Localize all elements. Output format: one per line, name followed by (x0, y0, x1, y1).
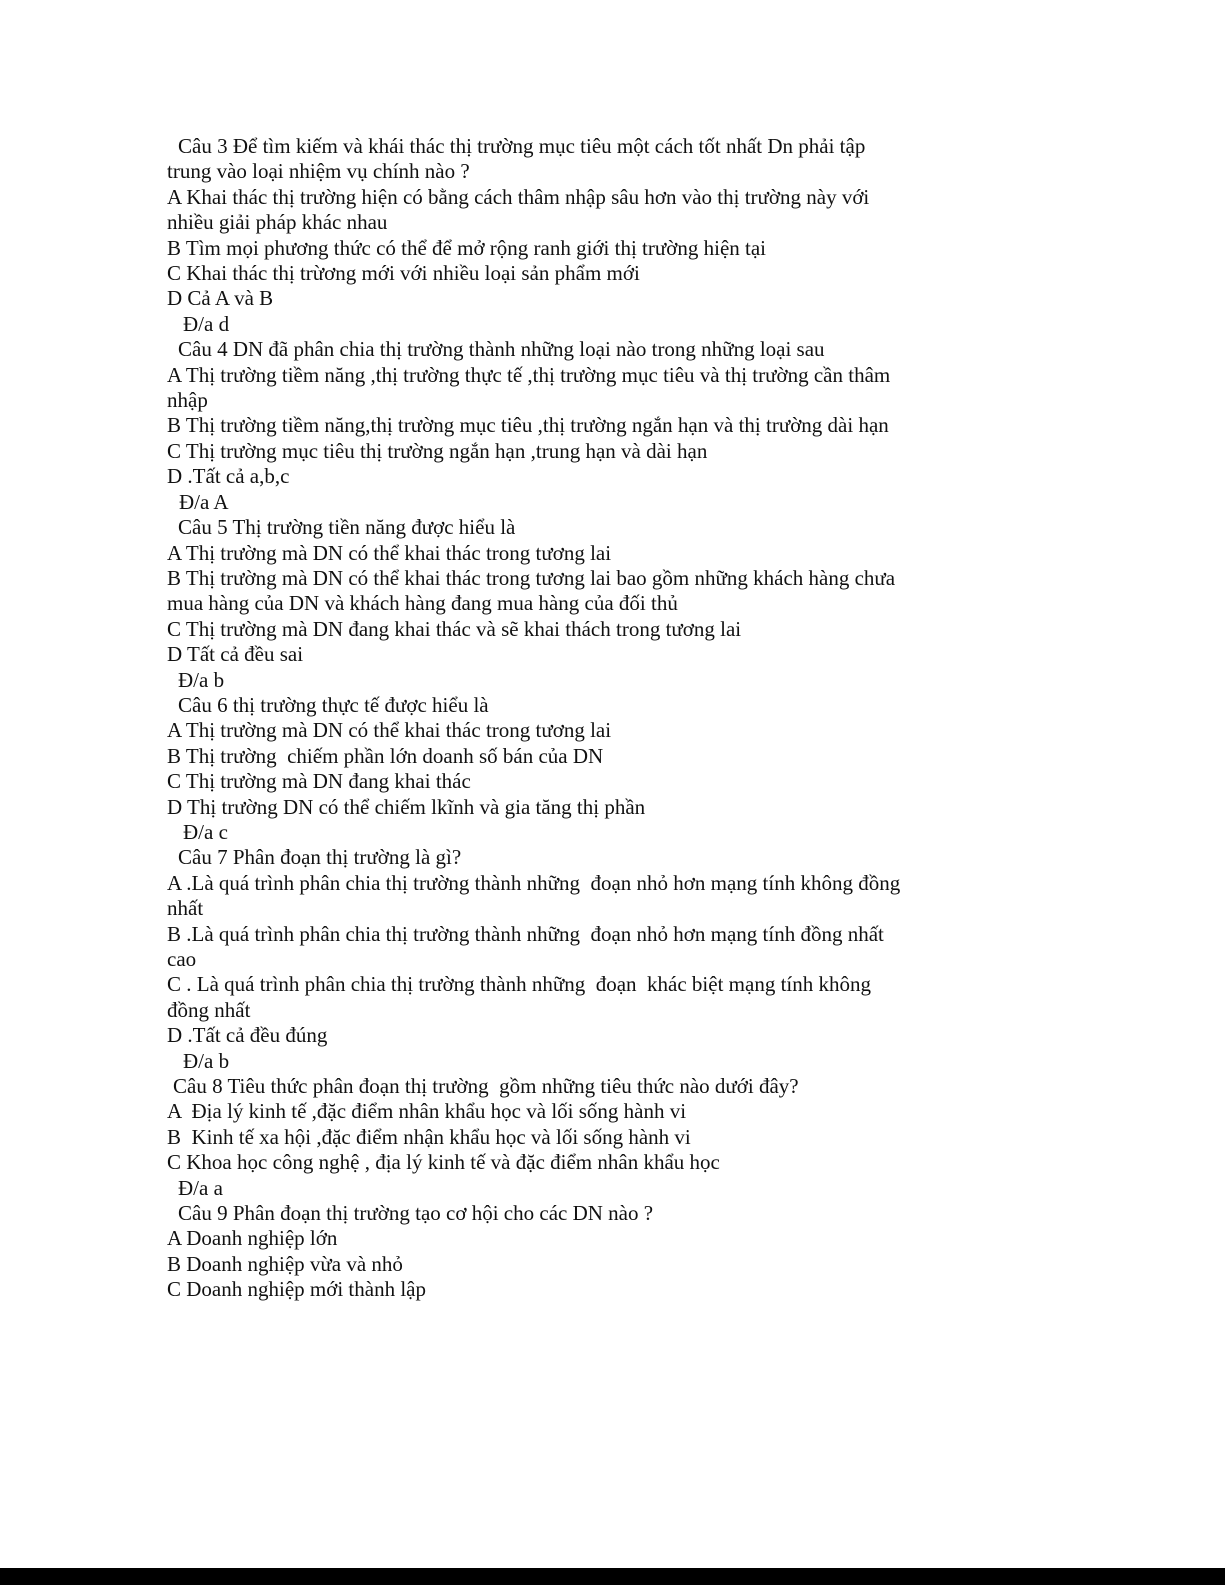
question-8-answer: Đ/a a (178, 1175, 223, 1200)
question-9-option-c: C Doanh nghiệp mới thành lập (167, 1277, 426, 1302)
question-7-option-c-cont: đồng nhất (167, 997, 251, 1022)
question-8-option-a: A Địa lý kinh tế ,đặc điểm nhân khẩu học và lối sống hành vi (167, 1099, 687, 1124)
question-8-option-c: C Khoa học công nghệ , địa lý kinh tế và đặc điểm nhân khẩu học (167, 1150, 720, 1175)
question-5-option-b: B Thị trường mà DN có thể khai thác trong tương lai bao gồm những khách hàng chưa (167, 565, 896, 590)
question-5-answer: Đ/a b (178, 667, 225, 692)
question-6-option-a: A Thị trường mà DN có thể khai thác trong tương lai (167, 718, 612, 743)
question-9-option-a: A Doanh nghiệp lớn (167, 1226, 338, 1251)
question-4-title: Câu 4 DN đã phân chia thị trường thành những loại nào trong những loại sau (178, 337, 825, 362)
question-9-title: Câu 9 Phân đoạn thị trường tạo cơ hội cho các DN nào ? (178, 1201, 654, 1226)
question-7-option-b-cont: cao (167, 947, 197, 971)
question-3-option-a-cont: nhiều giải pháp khác nhau (167, 210, 388, 235)
question-7-option-a-cont: nhất (167, 896, 204, 921)
question-7-option-d: D .Tất cả đều đúng (167, 1023, 328, 1048)
question-3-title: Câu 3 Để tìm kiếm và khái thác thị trường mục tiêu một cách tốt nhất Dn phải tập (178, 134, 866, 158)
question-4-option-c: C Thị trường mục tiêu thị trường ngắn hạn ,trung hạn và dài hạn (167, 438, 708, 463)
question-7-option-c: C . Là quá trình phân chia thị trường thành những đoạn khác biệt mạng tính không (167, 972, 871, 997)
question-8-title: Câu 8 Tiêu thức phân đoạn thị trường gồm những tiêu thức nào dưới đây? (173, 1074, 799, 1099)
question-3-option-a: A Khai thác thị trường hiện có bằng cách thâm nhập sâu hơn vào thị trường này với (167, 184, 870, 209)
question-3-option-c: C Khai thác thị trừơng mới với nhiều loại sản phẩm mới (167, 261, 640, 286)
question-7-answer: Đ/a b (183, 1048, 230, 1073)
question-3-title-cont: trung vào loại nhiệm vụ chính nào ? (167, 159, 470, 184)
question-5-option-c: C Thị trường mà DN đang khai thác và sẽ khai thách trong tương lai (167, 616, 742, 641)
question-4-option-a-cont: nhập (167, 388, 208, 413)
question-3-option-d: D Cả A và B (167, 286, 274, 311)
question-4-option-a: A Thị trường tiềm năng ,thị trường thực tế ,thị trường mục tiêu và thị trường cần thâm (167, 362, 891, 387)
question-3-option-b: B Tìm mọi phương thức có thể để mở rộng ranh giới thị trường hiện tại (167, 235, 767, 260)
question-6-answer: Đ/a c (183, 819, 228, 844)
question-4-option-b: B Thị trường tiềm năng,thị trường mục tiêu ,thị trường ngắn hạn và thị trường dài hạn (167, 413, 889, 438)
question-6-option-c: C Thị trường mà DN đang khai thác (167, 769, 471, 794)
question-8-option-b: B Kinh tế xa hội ,đặc điểm nhận khẩu học và lối sống hành vi (167, 1124, 691, 1149)
question-7-option-a: A .Là quá trình phân chia thị trường thành những đoạn nhỏ hơn mạng tính không đồng (167, 870, 901, 895)
question-6-option-d: D Thị trường DN có thể chiếm lkĩnh và gia tăng thị phần (167, 794, 646, 819)
question-4-answer: Đ/a A (179, 489, 229, 514)
question-9-option-b: B Doanh nghiệp vừa và nhỏ (167, 1251, 403, 1276)
page-bottom-border (0, 1568, 1225, 1585)
question-4-option-d: D .Tất cả a,b,c (167, 464, 290, 489)
question-7-option-b: B .Là quá trình phân chia thị trường thành những đoạn nhỏ hơn mạng tính đồng nhất (167, 921, 884, 946)
question-5-option-d: D Tất cả đều sai (167, 642, 304, 667)
document-body (167, 134, 967, 1303)
question-3-answer: Đ/a d (183, 311, 230, 336)
question-6-option-b: B Thị trường chiếm phần lớn doanh số bán của DN (167, 743, 604, 768)
question-5-option-a: A Thị trường mà DN có thể khai thác trong tương lai (167, 540, 612, 565)
question-7-title: Câu 7 Phân đoạn thị trường là gì? (178, 845, 462, 870)
question-5-option-b-cont: mua hàng của DN và khách hàng đang mua hàng của đối thủ (167, 591, 678, 616)
question-5-title: Câu 5 Thị trường tiền năng được hiểu là (178, 515, 516, 540)
question-6-title: Câu 6 thị trường thực tế được hiểu là (178, 692, 489, 717)
